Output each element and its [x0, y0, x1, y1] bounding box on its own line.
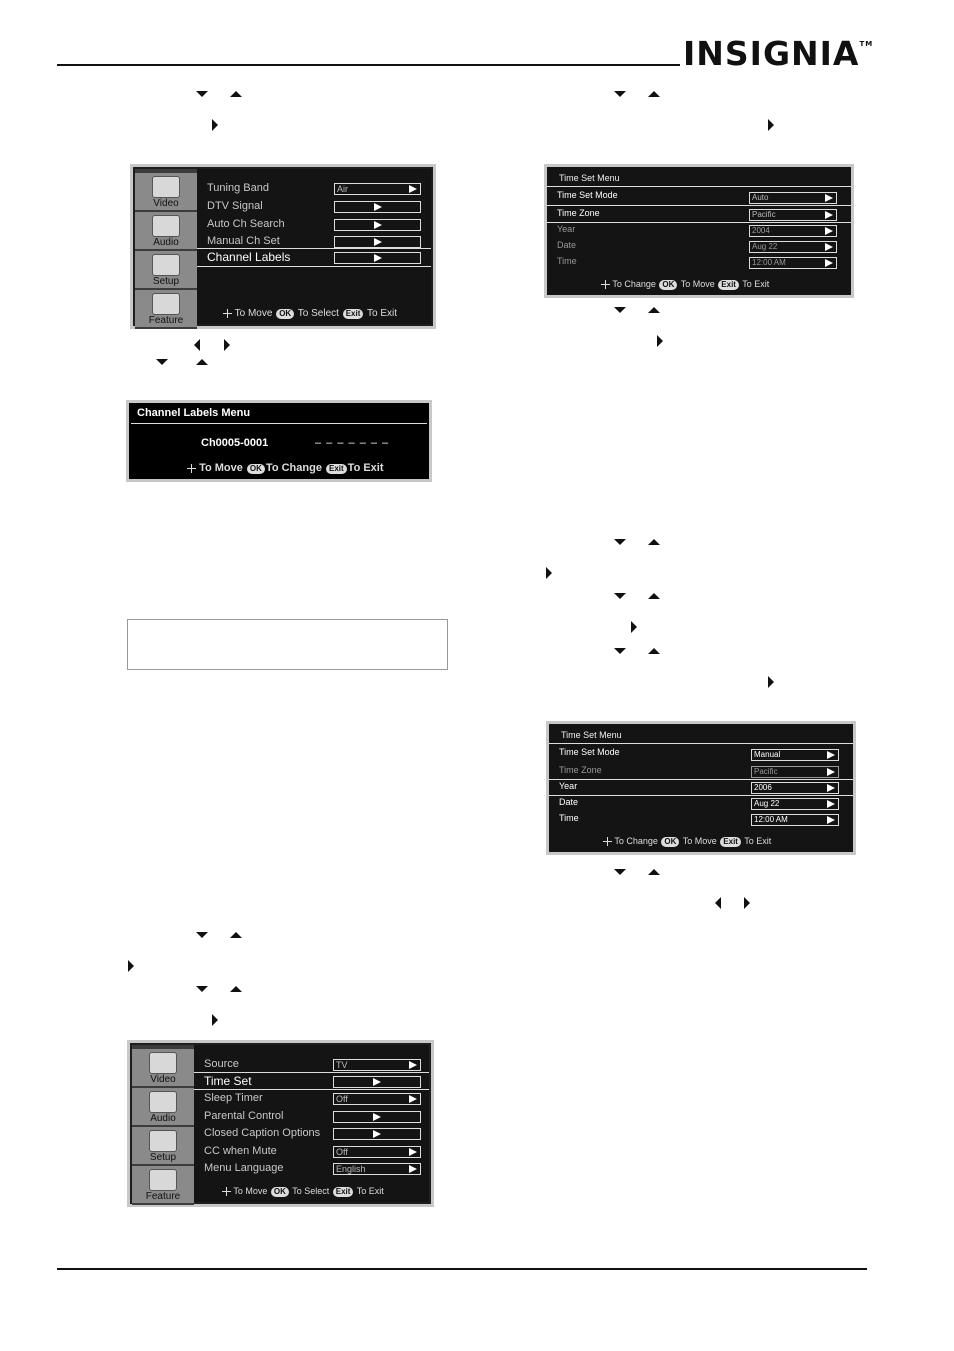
- time-set-title: Time Set Menu: [561, 730, 622, 740]
- menu-item-tuning-band[interactable]: Tuning Band: [207, 182, 269, 194]
- arrow-right-icon: [374, 203, 382, 211]
- speaker-icon: [152, 215, 180, 237]
- time-zone-value[interactable]: Pacific: [749, 209, 837, 221]
- down-arrow-icon: [196, 932, 208, 938]
- speaker-icon: [149, 1091, 177, 1113]
- tab-setup[interactable]: Setup: [135, 251, 197, 290]
- tab-video[interactable]: Video: [132, 1049, 194, 1088]
- selection-line: [197, 266, 431, 267]
- selection-line: [549, 779, 853, 780]
- up-arrow-icon: [230, 932, 242, 938]
- setup-icon: [152, 254, 180, 276]
- time-set-menu-manual: [546, 721, 856, 855]
- time-value[interactable]: 12:00 AM: [749, 257, 837, 269]
- up-arrow-icon: [196, 359, 208, 365]
- right-arrow-icon: [212, 1014, 218, 1026]
- up-arrow-icon: [648, 91, 660, 97]
- right-arrow-icon: [128, 960, 134, 972]
- menu-item-time[interactable]: Time: [559, 813, 579, 823]
- up-arrow-icon: [230, 91, 242, 97]
- right-arrow-icon: [631, 621, 637, 633]
- label-input[interactable]: – – – – – – –: [315, 437, 390, 449]
- ok-key-icon: OK: [276, 309, 294, 319]
- tab-feature[interactable]: Feature: [135, 290, 197, 329]
- menu-options: [194, 1045, 429, 1202]
- right-arrow-icon: [546, 567, 552, 579]
- date-value[interactable]: Aug 22: [749, 241, 837, 253]
- time-zone-value[interactable]: Pacific: [751, 766, 839, 778]
- arrow-right-icon: [409, 1165, 417, 1173]
- arrow-right-icon: [409, 185, 417, 193]
- channel-labels-menu: [126, 400, 432, 482]
- right-arrow-icon: [768, 119, 774, 131]
- down-arrow-icon: [614, 539, 626, 545]
- up-arrow-icon: [648, 593, 660, 599]
- footer-rule: [57, 1268, 867, 1270]
- time-set-mode-value[interactable]: Auto: [749, 192, 837, 204]
- header-rule: [57, 64, 680, 66]
- arrow-right-icon: [825, 194, 833, 202]
- menu-item-closed-caption-options[interactable]: Closed Caption Options: [204, 1127, 321, 1139]
- menu-item-sleep-timer[interactable]: Sleep Timer: [204, 1092, 263, 1104]
- menu-footer: To Change OK To Move Exit To Exit: [603, 836, 771, 847]
- ok-key-icon: OK: [271, 1187, 289, 1197]
- title-divider: [131, 423, 427, 424]
- feature-icon: [152, 293, 180, 315]
- auto-ch-search-value[interactable]: [334, 219, 421, 231]
- menu-item-time-set[interactable]: Time Set: [204, 1074, 252, 1088]
- arrow-right-icon: [827, 800, 835, 808]
- menu-sidebar: [135, 169, 197, 324]
- closed-caption-value[interactable]: [333, 1128, 421, 1140]
- menu-item-parental-control[interactable]: Parental Control: [204, 1110, 284, 1122]
- menu-item-channel-labels[interactable]: Channel Labels: [207, 250, 291, 264]
- tab-setup[interactable]: Setup: [132, 1127, 194, 1166]
- down-arrow-icon: [614, 593, 626, 599]
- arrow-right-icon: [409, 1148, 417, 1156]
- exit-key-icon: Exit: [720, 837, 741, 847]
- exit-key-icon: Exit: [326, 464, 347, 474]
- video-icon: [149, 1052, 177, 1074]
- dpad-icon: [223, 309, 232, 318]
- brand-logo: INSIGNIA™: [683, 34, 874, 73]
- menu-item-date[interactable]: Date: [557, 240, 577, 250]
- down-arrow-icon: [196, 986, 208, 992]
- menu-item-time[interactable]: Time: [557, 256, 577, 266]
- year-value[interactable]: 2006: [751, 782, 839, 794]
- menu-options: [197, 169, 431, 324]
- arrow-right-icon: [373, 1078, 381, 1086]
- tab-feature[interactable]: Feature: [132, 1166, 194, 1205]
- menu-item-date[interactable]: Date: [559, 797, 579, 807]
- dpad-icon: [601, 280, 610, 289]
- arrow-right-icon: [827, 751, 835, 759]
- ok-key-icon: OK: [661, 837, 679, 847]
- menu-sidebar: [132, 1045, 194, 1202]
- right-arrow-icon: [768, 676, 774, 688]
- menu-footer: To Change OK To Move Exit To Exit: [601, 279, 769, 290]
- tab-video[interactable]: Video: [135, 173, 197, 212]
- down-arrow-icon: [196, 91, 208, 97]
- parental-control-value[interactable]: [333, 1111, 421, 1123]
- menu-item-cc-when-mute[interactable]: CC when Mute: [204, 1145, 277, 1157]
- arrow-right-icon: [825, 243, 833, 251]
- up-arrow-icon: [648, 539, 660, 545]
- arrow-right-icon: [827, 784, 835, 792]
- down-arrow-icon: [156, 359, 168, 365]
- arrow-right-icon: [825, 227, 833, 235]
- up-arrow-icon: [648, 648, 660, 654]
- arrow-right-icon: [409, 1061, 417, 1069]
- up-arrow-icon: [648, 307, 660, 313]
- right-arrow-icon: [744, 897, 750, 909]
- date-value[interactable]: Aug 22: [751, 798, 839, 810]
- menu-language-value[interactable]: English: [333, 1163, 421, 1175]
- feature-menu: [127, 1040, 434, 1207]
- dtv-signal-value[interactable]: [334, 201, 421, 213]
- year-value[interactable]: 2004: [749, 225, 837, 237]
- cc-when-mute-value[interactable]: Off: [333, 1146, 421, 1158]
- video-icon: [152, 176, 180, 198]
- arrow-right-icon: [827, 768, 835, 776]
- menu-item-manual-ch-set[interactable]: Manual Ch Set: [207, 235, 280, 247]
- selection-line: [547, 222, 851, 223]
- feature-icon: [149, 1169, 177, 1191]
- exit-key-icon: Exit: [333, 1187, 354, 1197]
- arrow-right-icon: [409, 1095, 417, 1103]
- manual-ch-set-value[interactable]: [334, 236, 421, 248]
- down-arrow-icon: [614, 91, 626, 97]
- menu-item-year[interactable]: Year: [559, 781, 578, 791]
- left-arrow-icon: [715, 897, 721, 909]
- note-box: [127, 619, 448, 670]
- time-set-menu-auto: [544, 164, 854, 298]
- time-value[interactable]: 12:00 AM: [751, 814, 839, 826]
- dpad-icon: [603, 837, 612, 846]
- menu-item-year[interactable]: Year: [557, 224, 576, 234]
- up-arrow-icon: [648, 869, 660, 875]
- menu-item-source[interactable]: Source: [204, 1058, 239, 1070]
- arrow-right-icon: [827, 816, 835, 824]
- down-arrow-icon: [614, 307, 626, 313]
- menu-item-time-set-mode[interactable]: Time Set Mode: [557, 190, 618, 200]
- arrow-right-icon: [374, 221, 382, 229]
- channel-setup-menu: [130, 164, 436, 329]
- channel-labels-title: Channel Labels Menu: [137, 407, 251, 419]
- menu-item-time-zone[interactable]: Time Zone: [557, 208, 600, 218]
- tab-audio[interactable]: Audio: [135, 212, 197, 251]
- title-divider: [547, 186, 851, 187]
- source-value[interactable]: TV: [333, 1059, 421, 1071]
- arrow-right-icon: [374, 238, 382, 246]
- sleep-timer-value[interactable]: Off: [333, 1093, 421, 1105]
- arrow-right-icon: [825, 211, 833, 219]
- tab-audio[interactable]: Audio: [132, 1088, 194, 1127]
- selection-line: [547, 205, 851, 206]
- up-arrow-icon: [230, 986, 242, 992]
- menu-item-dtv-signal[interactable]: DTV Signal: [207, 200, 263, 212]
- exit-key-icon: Exit: [718, 280, 739, 290]
- title-divider: [549, 743, 853, 744]
- time-set-title: Time Set Menu: [559, 173, 620, 183]
- menu-footer: To Move OK To Select Exit To Exit: [223, 308, 397, 319]
- time-set-value[interactable]: [333, 1076, 421, 1088]
- menu-item-auto-ch-search[interactable]: Auto Ch Search: [207, 218, 285, 230]
- menu-item-time-zone[interactable]: Time Zone: [559, 765, 602, 775]
- arrow-right-icon: [373, 1113, 381, 1121]
- channel-number: Ch0005-0001: [201, 437, 269, 449]
- menu-item-menu-language[interactable]: Menu Language: [204, 1162, 284, 1174]
- menu-footer: To Move OK To Select Exit To Exit: [222, 1186, 384, 1197]
- selection-line: [549, 795, 853, 796]
- time-set-mode-value[interactable]: Manual: [751, 749, 839, 761]
- arrow-right-icon: [374, 254, 382, 262]
- arrow-right-icon: [825, 259, 833, 267]
- ok-key-icon: OK: [659, 280, 677, 290]
- setup-icon: [149, 1130, 177, 1152]
- exit-key-icon: Exit: [343, 309, 364, 319]
- channel-labels-value[interactable]: [334, 252, 421, 264]
- right-arrow-icon: [212, 119, 218, 131]
- arrow-right-icon: [373, 1130, 381, 1138]
- right-arrow-icon: [224, 339, 230, 351]
- down-arrow-icon: [614, 648, 626, 654]
- ok-key-icon: OK: [247, 464, 265, 474]
- menu-item-time-set-mode[interactable]: Time Set Mode: [559, 747, 620, 757]
- menu-footer: To Move OK To Change Exit To Exit: [187, 462, 384, 474]
- left-arrow-icon: [194, 339, 200, 351]
- dpad-icon: [222, 1187, 231, 1196]
- down-arrow-icon: [614, 869, 626, 875]
- tuning-band-value[interactable]: Air: [334, 183, 421, 195]
- right-arrow-icon: [657, 335, 663, 347]
- dpad-icon: [187, 464, 196, 473]
